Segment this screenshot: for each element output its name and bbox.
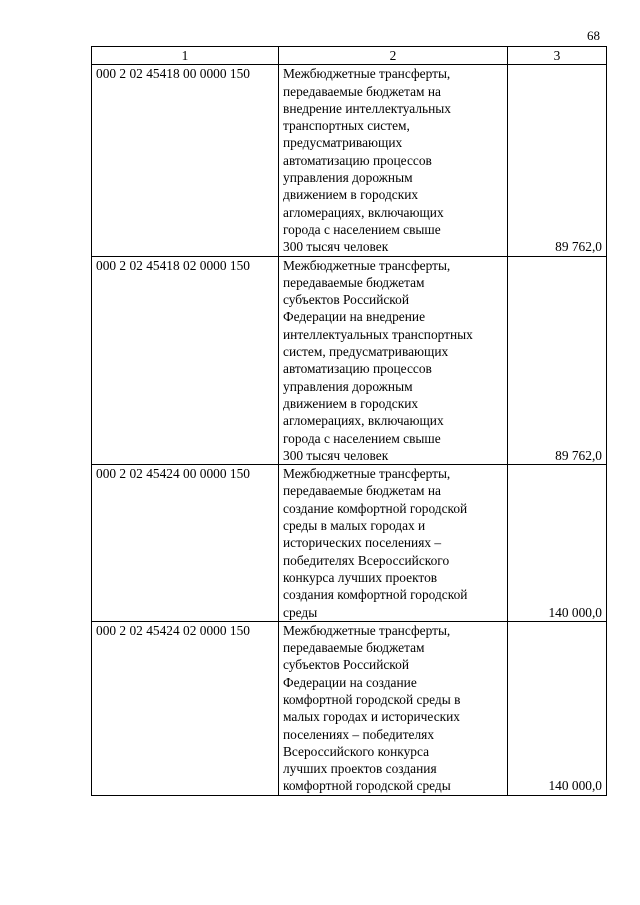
column-header-3: 3 [508, 47, 607, 65]
description-line: предусматривающих [283, 135, 403, 151]
description-line: управления дорожным [283, 170, 413, 186]
page-number: 68 [587, 28, 600, 43]
header-row [92, 47, 607, 65]
description-line: среды [283, 604, 318, 620]
description-line: исторических поселениях – [283, 535, 442, 551]
budget-code-cell: 000 2 02 45418 00 0000 150 [92, 65, 279, 256]
description-line: Всероссийского конкурса [283, 743, 430, 759]
description-line: субъектов Российской [283, 292, 409, 308]
description-line: победителях Всероссийского [283, 552, 450, 568]
description-cell [279, 465, 508, 622]
description-line: комфортной городской среды [283, 778, 451, 794]
amount-cell: 89 762,0 [508, 65, 607, 256]
budget-table [91, 46, 607, 796]
description-line: поселениях – победителях [283, 726, 435, 742]
amount-cell: 140 000,0 [508, 465, 607, 622]
description-line: агломерациях, включающих [283, 413, 444, 429]
description-line: города с населением свыше [283, 430, 441, 446]
description-cell [279, 256, 508, 465]
description-line: транспортных систем, [283, 118, 410, 134]
description-line: создание комфортной городской [283, 500, 468, 516]
budget-code-cell: 000 2 02 45424 00 0000 150 [92, 465, 279, 622]
description-cell [279, 65, 508, 256]
description-line: интеллектуальных транспортных [283, 326, 473, 342]
description-line: 300 тысяч человек [283, 447, 389, 463]
description-line: агломерациях, включающих [283, 204, 444, 220]
table-row [92, 465, 607, 622]
description-line: конкурса лучших проектов [283, 569, 438, 585]
column-header-2: 2 [279, 47, 508, 65]
column-header-1: 1 [92, 47, 279, 65]
table-body [92, 65, 607, 795]
description-line: Федерации на внедрение [283, 309, 426, 325]
amount-cell: 89 762,0 [508, 256, 607, 465]
table-row [92, 256, 607, 465]
table-row [92, 65, 607, 256]
description-line: Межбюджетные трансферты, [283, 257, 451, 273]
description-line: Федерации на создание [283, 674, 417, 690]
description-line: автоматизацию процессов [283, 152, 432, 168]
description-line: лучших проектов создания [283, 761, 437, 777]
description-line: среды в малых городах и [283, 518, 426, 534]
description-cell [279, 621, 508, 795]
description-line: Межбюджетные трансферты, [283, 622, 451, 638]
description-line: внедрение интеллектуальных [283, 100, 451, 116]
description-line: передаваемые бюджетам [283, 640, 425, 656]
description-line: малых городах и исторических [283, 709, 461, 725]
description-line: создания комфортной городской [283, 587, 468, 603]
description-line: движением в городских [283, 395, 419, 411]
budget-code-cell: 000 2 02 45424 02 0000 150 [92, 621, 279, 795]
description-line: города с населением свыше [283, 221, 441, 237]
description-line: управления дорожным [283, 378, 413, 394]
description-line: комфортной городской среды в [283, 691, 461, 707]
amount-cell: 140 000,0 [508, 621, 607, 795]
description-line: субъектов Российской [283, 657, 409, 673]
description-line: 300 тысяч человек [283, 239, 389, 255]
description-line: Межбюджетные трансферты, [283, 466, 451, 482]
table-row [92, 621, 607, 795]
description-line: передаваемые бюджетам на [283, 83, 441, 99]
description-line: передаваемые бюджетам на [283, 483, 441, 499]
budget-code-cell: 000 2 02 45418 02 0000 150 [92, 256, 279, 465]
description-line: систем, предусматривающих [283, 344, 449, 360]
description-line: передаваемые бюджетам [283, 274, 425, 290]
description-line: Межбюджетные трансферты, [283, 66, 451, 82]
description-line: автоматизацию процессов [283, 361, 432, 377]
table-header [92, 47, 607, 65]
description-line: движением в городских [283, 187, 419, 203]
